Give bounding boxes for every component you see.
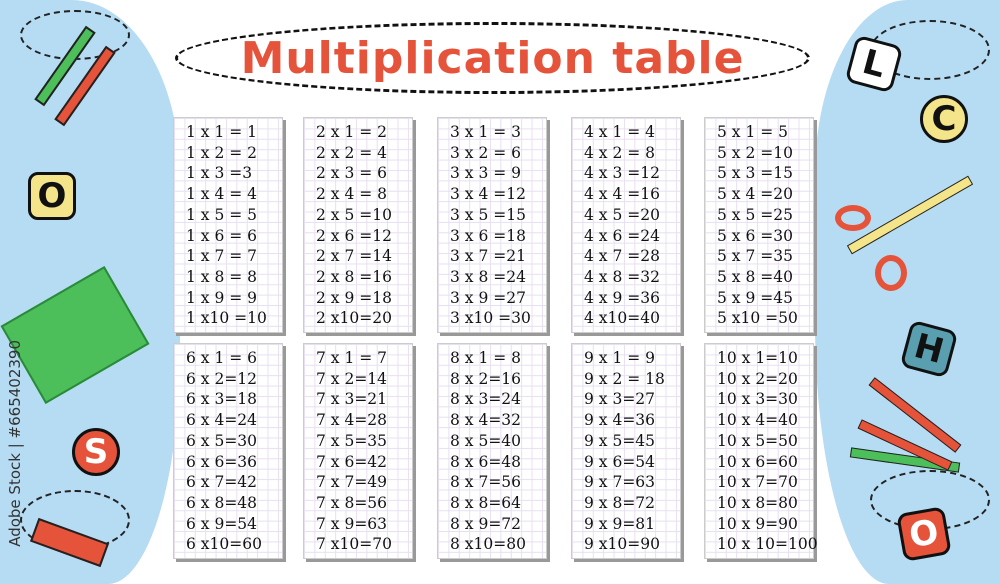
equation-line: 7 x 1 = 7 <box>316 349 388 367</box>
equation-line: 2 x 2 = 4 <box>316 143 388 162</box>
equation-line: 1 x 9 = 9 <box>186 288 258 307</box>
equation-line: 3 x 2 = 6 <box>450 143 522 162</box>
equation-line: 5 x 6 =30 <box>717 226 793 245</box>
equation-line: 8 x 3=24 <box>450 390 522 409</box>
title-banner <box>175 22 810 94</box>
equation-line: 9 x 2 = 18 <box>584 369 665 388</box>
equation-line: 3 x 5 =15 <box>450 205 526 224</box>
equation-line: 8 x10=80 <box>450 535 526 554</box>
equation-line: 6 x 8=48 <box>186 493 258 512</box>
equation-line: 1 x 8 = 8 <box>186 267 258 286</box>
equation-line: 5 x 5 =25 <box>717 205 793 224</box>
equation-line: 2 x 9 =18 <box>316 288 392 307</box>
equation-line: 9 x 6=54 <box>584 452 656 471</box>
equation-line: 2 x 7 =14 <box>316 247 392 266</box>
equation-line: 8 x 6=48 <box>450 452 522 471</box>
letter-o-sticker: O <box>28 172 76 220</box>
equation-line: 4 x 2 = 8 <box>584 143 656 162</box>
equation-line: 1 x 5 = 5 <box>186 205 258 224</box>
equation-line: 2 x 6 =12 <box>316 226 392 245</box>
equation-line: 8 x 8=64 <box>450 493 522 512</box>
letter-h-sticker: H <box>900 320 959 379</box>
equation-line: 3 x 6 =18 <box>450 226 526 245</box>
watermark: Adobe Stock | #665402390 <box>6 340 24 547</box>
equation-line: 6 x 3=18 <box>186 390 258 409</box>
equation-line: 1 x10 =10 <box>186 309 267 328</box>
equation-line: 5 x 9 =45 <box>717 288 793 307</box>
equation-line: 4 x 5 =20 <box>584 205 660 224</box>
equation-line: 10 x 3=30 <box>717 390 798 409</box>
equation-line: 1 x 3 =3 <box>186 164 253 183</box>
equation-line: 10 x 5=50 <box>717 431 798 450</box>
times-table-card-4 <box>571 117 681 333</box>
equation-line: 1 x 4 = 4 <box>186 185 258 204</box>
equation-line: 1 x 2 = 2 <box>186 143 258 162</box>
equation-line: 3 x10 =30 <box>450 309 531 328</box>
equation-line: 4 x 6 =24 <box>584 226 660 245</box>
equation-line: 4 x 9 =36 <box>584 288 660 307</box>
equation-line: 8 x 1 = 8 <box>450 349 522 367</box>
times-table-card-7 <box>303 343 413 559</box>
letter-c-sticker: C <box>920 95 968 143</box>
equation-line: 8 x 9=72 <box>450 514 522 533</box>
scissors-handle-icon <box>875 255 907 291</box>
equation-line: 1 x 6 = 6 <box>186 226 258 245</box>
equation-line: 2 x 3 = 6 <box>316 164 388 183</box>
equation-line: 10 x 8=80 <box>717 493 798 512</box>
letter-o-sticker: O <box>896 506 952 562</box>
equation-line: 9 x 3=27 <box>584 390 656 409</box>
equation-line: 2 x10=20 <box>316 309 392 328</box>
equation-line: 9 x10=90 <box>584 535 660 554</box>
equation-line: 9 x 1 = 9 <box>584 349 656 367</box>
equation-line: 5 x 2 =10 <box>717 143 793 162</box>
equation-line: 6 x 4=24 <box>186 411 258 430</box>
equation-line: 6 x 1 = 6 <box>186 349 258 367</box>
equation-line: 2 x 8 =16 <box>316 267 392 286</box>
equation-line: 6 x 5=30 <box>186 431 258 450</box>
equation-line: 7 x 6=42 <box>316 452 388 471</box>
equation-line: 3 x 3 = 9 <box>450 164 522 183</box>
scissors-handle-icon <box>835 205 871 231</box>
page-title: Multiplication table <box>240 32 745 84</box>
equation-line: 6 x 9=54 <box>186 514 258 533</box>
equation-line: 8 x 7=56 <box>450 473 522 492</box>
equation-line: 7 x 4=28 <box>316 411 388 430</box>
equation-line: 10 x 9=90 <box>717 514 798 533</box>
equation-line: 4 x 8 =32 <box>584 267 660 286</box>
equation-line: 7 x 7=49 <box>316 473 388 492</box>
equation-line: 3 x 7 =21 <box>450 247 526 266</box>
equation-line: 8 x 5=40 <box>450 431 522 450</box>
equation-line: 5 x10 =50 <box>717 309 798 328</box>
equation-line: 2 x 5 =10 <box>316 205 392 224</box>
equation-line: 10 x 7=70 <box>717 473 798 492</box>
equation-line: 10 x 4=40 <box>717 411 798 430</box>
equation-line: 6 x10=60 <box>186 535 262 554</box>
times-table-card-2 <box>303 117 413 333</box>
equation-line: 10 x 2=20 <box>717 369 798 388</box>
equation-line: 4 x 7 =28 <box>584 247 660 266</box>
equation-line: 7 x 5=35 <box>316 431 388 450</box>
equation-line: 8 x 2=16 <box>450 369 522 388</box>
equation-line: 9 x 7=63 <box>584 473 656 492</box>
equation-line: 5 x 3 =15 <box>717 164 793 183</box>
times-table-card-1 <box>173 117 283 333</box>
equation-line: 1 x 1 = 1 <box>186 123 258 141</box>
equation-line: 5 x 1 = 5 <box>717 123 789 141</box>
equation-line: 9 x 9=81 <box>584 514 656 533</box>
equation-line: 5 x 4 =20 <box>717 185 793 204</box>
equation-line: 4 x 4 =16 <box>584 185 660 204</box>
equation-line: 8 x 4=32 <box>450 411 522 430</box>
times-table-card-10 <box>704 343 818 559</box>
equation-line: 3 x 1 = 3 <box>450 123 522 141</box>
equation-line: 10 x 10=100 <box>717 535 818 554</box>
equation-line: 9 x 8=72 <box>584 493 656 512</box>
equation-line: 4 x 1 = 4 <box>584 123 656 141</box>
equation-line: 4 x 3 =12 <box>584 164 660 183</box>
equation-line: 9 x 4=36 <box>584 411 656 430</box>
equation-line: 6 x 6=36 <box>186 452 258 471</box>
equation-line: 10 x 1=10 <box>717 349 798 367</box>
equation-line: 6 x 2=12 <box>186 369 258 388</box>
equation-line: 3 x 4 =12 <box>450 185 526 204</box>
equation-line: 5 x 8 =40 <box>717 267 793 286</box>
equation-line: 5 x 7 =35 <box>717 247 793 266</box>
times-table-card-3 <box>437 117 547 333</box>
equation-line: 7 x 9=63 <box>316 514 388 533</box>
times-table-card-6 <box>173 343 283 559</box>
equation-line: 6 x 7=42 <box>186 473 258 492</box>
equation-line: 9 x 5=45 <box>584 431 656 450</box>
equation-line: 3 x 8 =24 <box>450 267 526 286</box>
equation-line: 1 x 7 = 7 <box>186 247 258 266</box>
equation-line: 7 x 2=14 <box>316 369 388 388</box>
times-table-card-9 <box>571 343 681 559</box>
equation-line: 2 x 4 = 8 <box>316 185 388 204</box>
equation-line: 7 x 8=56 <box>316 493 388 512</box>
letter-l-sticker: L <box>845 35 904 94</box>
equation-line: 7 x10=70 <box>316 535 392 554</box>
equation-line: 7 x 3=21 <box>316 390 388 409</box>
equation-line: 3 x 9 =27 <box>450 288 526 307</box>
equation-line: 4 x10=40 <box>584 309 660 328</box>
times-table-card-5 <box>704 117 814 333</box>
letter-s-sticker: S <box>72 428 120 476</box>
equation-line: 10 x 6=60 <box>717 452 798 471</box>
equation-line: 2 x 1 = 2 <box>316 123 388 141</box>
times-table-card-8 <box>437 343 547 559</box>
